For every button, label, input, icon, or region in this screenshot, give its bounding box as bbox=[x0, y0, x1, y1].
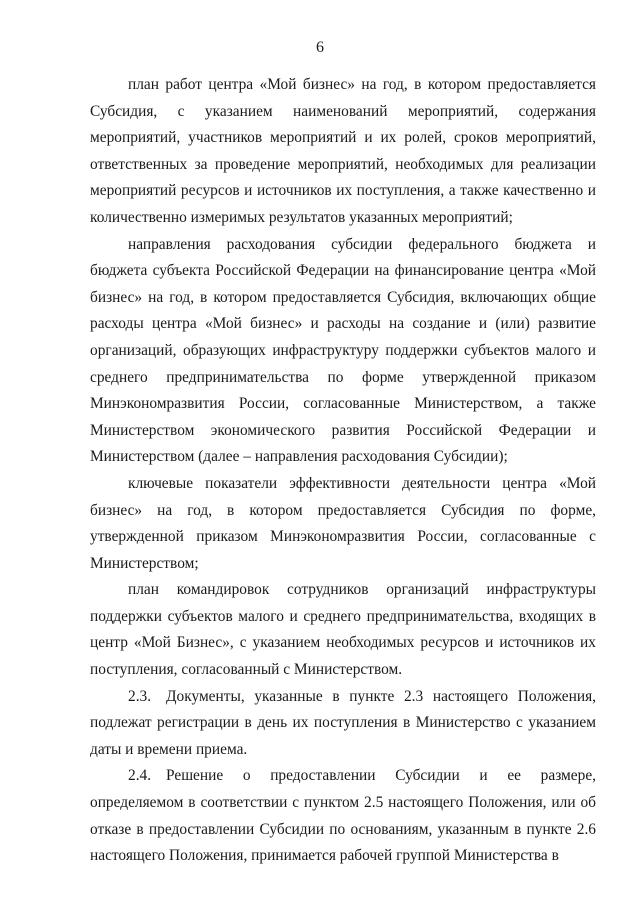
paragraph-key-indicators bbox=[90, 471, 596, 577]
document-body bbox=[90, 72, 596, 870]
paragraph-text: план командировок сотрудников организаций инфраструктуры поддержки субъектов малого и среднего предпринимательства, входящих в центр «Мой Бизнес», с указанием необходимых ресурсов и источников их поступления, согласованный с Министерством. bbox=[90, 581, 596, 679]
clause-number: 2.4. bbox=[128, 767, 152, 785]
paragraph-2-3 bbox=[90, 684, 596, 764]
paragraph-spending-directions bbox=[90, 232, 596, 471]
paragraph-text: план работ центра «Мой бизнес» на год, в котором предоставляется Субсидия, с указанием наименований мероприятий, содержания мероприятий, участников мероприятий и их ролей, сроков мероприятий, ответственных за проведение мероприятий, необходимых для реализации мероприятий ресурсов и источников их поступления, а также качественно и количественно измеримых результатов указанных мероприятий; bbox=[90, 76, 596, 226]
page-number: 6 bbox=[316, 39, 324, 56]
paragraph-2-4 bbox=[90, 763, 596, 869]
paragraph-work-plan bbox=[90, 72, 596, 232]
paragraph-text: направления расходования субсидии федерального бюджета и бюджета субъекта Российской Федерации на финансирование центра «Мой бизнес» на год, в котором предоставляется Субсидия, включающих общие расходы центра «Мой бизнес» и расходы на создание и (или) развитие организаций, образующих инфраструктуру поддержки субъектов малого и среднего предпринимательства по форме утвержденной приказом Минэкономразвития России, согласованные Министерством, а также Министерством экономического развития Российской Федерации и Министерством (далее – направления расходования Субсидии); bbox=[90, 235, 596, 466]
paragraph-text: Решение о предоставлении Субсидии и ее размере, определяемом в соответствии с пунктом 2.5 настоящего Положения, или об отказе в предоставлении Субсидии по основаниям, указанным в пункте 2.6 настоящего Положения, принимается рабочей группой Министерства в bbox=[90, 767, 596, 865]
paragraph-text: ключевые показатели эффективности деятельности центра «Мой бизнес» на год, в котором предоставляется Субсидия по форме, утвержденной приказом Минэкономразвития России, согласованные с Министерством; bbox=[90, 474, 596, 572]
paragraph-business-trips bbox=[90, 577, 596, 683]
clause-number: 2.3. bbox=[128, 687, 152, 705]
paragraph-text: Документы, указанные в пункте 2.3 настоящего Положения, подлежат регистрации в день их поступления в Министерство с указанием даты и времени приема. bbox=[90, 687, 596, 758]
